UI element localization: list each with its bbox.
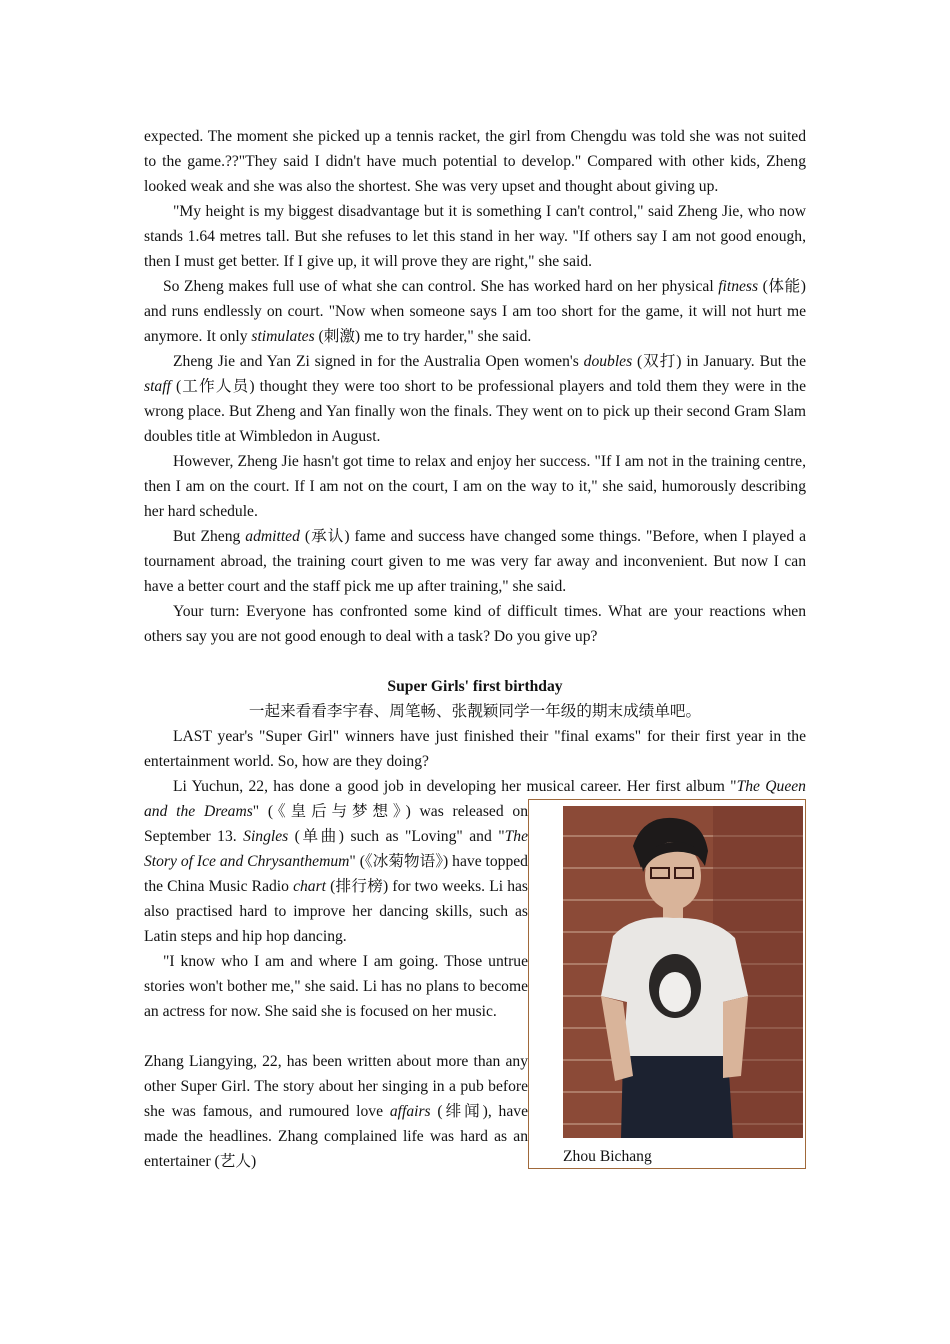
paragraph: "I know who I am and where I am going. Those untrue stories won't bother me," she said. Li has no plans to become an actress for now. She said she is focused on her music. (144, 953, 528, 1020)
paragraph: Your turn: Everyone has confronted some kind of difficult times. What are your reactions when others say you are not good enough to deal with a task? Do you give up? (144, 603, 806, 645)
paragraph: expected. The moment she picked up a tennis racket, the girl from Chengdu was told she was not suited to the game.??"They said I didn't have much potential to develop." Compared with other kids, Zheng looked weak and she was also the shortest. She was very upset and thought about giving up. (144, 128, 806, 195)
article-title: Super Girls' first birthday (387, 678, 563, 695)
photo-figure (528, 799, 806, 1169)
document-body (144, 124, 806, 1174)
figure-caption: Zhou Bichang (563, 1148, 652, 1165)
paragraph: Li Yuchun, 22, has done a good job in developing her musical career. Her first album "The Queen and the Dreams Zhou Bichang " (《皇后与梦想》) was released on September 13. Singles (单曲) such as "Loving" and "The Story of Ice and Chrysanthemum" (《冰菊物语》) have topped the China Music Radio chart (排行榜) for two weeks. Li has also practised hard to improve her dancing skills, such as Latin steps and hip hop dancing. (144, 774, 806, 949)
paragraph: However, Zheng Jie hasn't got time to relax and enjoy her success. "If I am not in the training centre, then I am on the court. If I am not on the court, I am on the way to it," she said, humorously describing her hard schedule. (144, 453, 806, 520)
paragraph: "My height is my biggest disadvantage but it is something I can't control," said Zheng Jie, who now stands 1.64 metres tall. But she refuses to let this stand in her way. "If others say I am not good enough, then I must get better. If I give up, it will prove they are right," she said. (144, 203, 806, 270)
portrait-image (563, 806, 803, 1138)
paragraph: But Zheng admitted (承认) fame and success have changed some things. "Before, when I played a tournament abroad, the training court given to me was very far away and inconvenient. But now I can have a better court and the staff pick me up after training," she said. (144, 528, 807, 595)
paragraph: So Zheng makes full use of what she can control. She has worked hard on her physical fitness (体能) and runs endlessly on court. "Now when someone says I am too short for the game, it will not hurt me anymore. It only stimulates (刺激) me to try harder," she said. (144, 278, 806, 345)
article-subtitle: 一起来看看李宇春、周笔畅、张靓颖同学一年级的期末成绩单吧。 (248, 703, 702, 720)
paragraph: LAST year's "Super Girl" winners have just finished their "final exams" for their first year in the entertainment world. So, how are they doing? (144, 728, 806, 770)
paragraph: Zhang Liangying, 22, has been written about more than any other Super Girl. The story about her singing in a pub before she was famous, and rumoured love affairs (绯闻), have made the headlines. Zhang complained life was hard as an entertainer (艺人) (144, 1053, 528, 1170)
portrait-photo (563, 806, 803, 1138)
paragraph: Zheng Jie and Yan Zi signed in for the Australia Open women's doubles (双打) in January. But the staff (工作人员) thought they were too short to be professional players and told them they were in the wrong place. But Zheng and Yan finally won the finals. They went on to pick up their second Gram Slam doubles title at Wimbledon in August. (144, 353, 807, 445)
